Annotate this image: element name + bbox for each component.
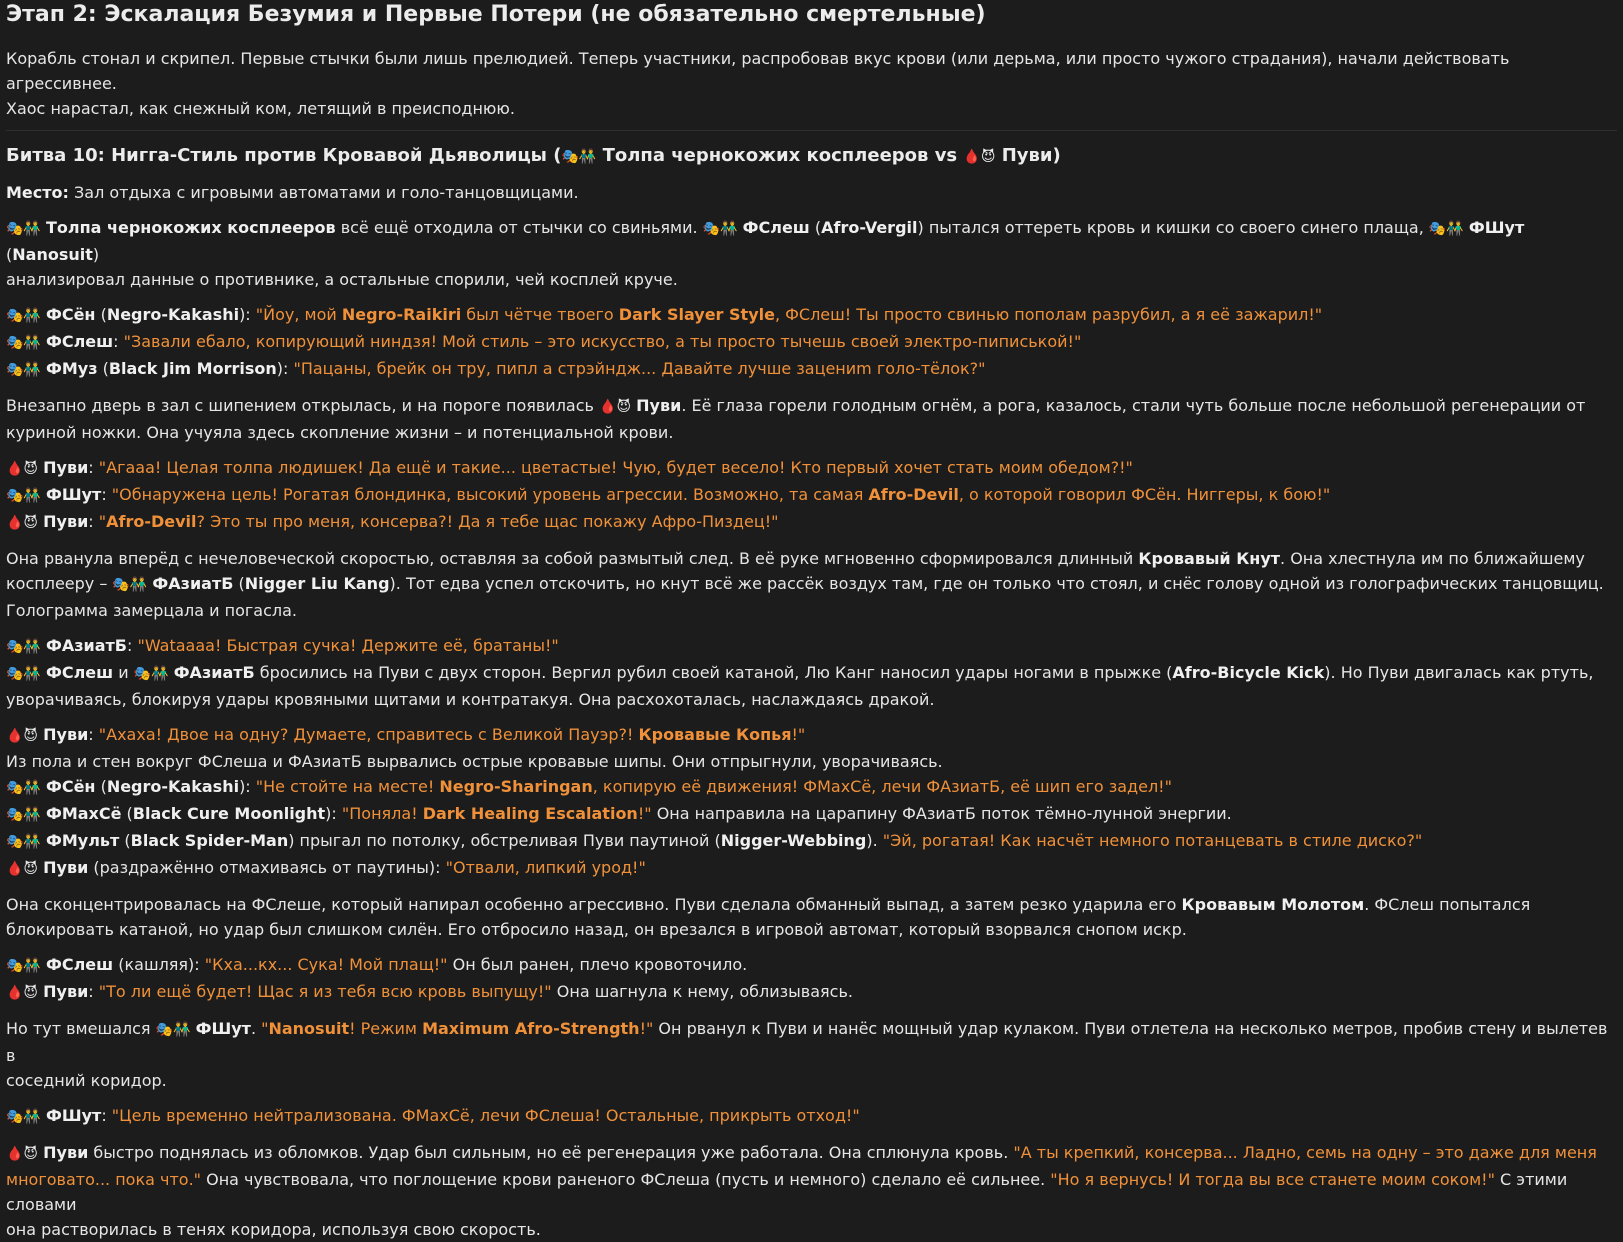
puvi-icon: 🩸😈	[6, 728, 39, 744]
bold-text: ФАзиатБ	[45, 636, 127, 655]
text-span: уворачиваясь, блокируя удары кровяными щитами и контратакуя. Она расхохоталась, наслаждаясь дракой.	[6, 690, 935, 709]
bold-text: Пуви	[43, 512, 89, 531]
text-span: ! Режим	[349, 1019, 423, 1038]
text-span: Maximum Afro-Strength	[422, 1019, 640, 1038]
cosplay-icon: 🎭👬	[6, 308, 41, 324]
dialogue-4: 🩸😈 Пуви: "Ахаха! Двое на одну? Думаете, справитесь с Великой Пауэр?! Кровавые Копья!" Из пола и стен вокруг ФСлеша и ФАзиатБ вырвались острые кровавые шипы. Они отпрыгнули, уворачиваясь. 🎭👬 ФСён (Negro-Kakashi): "Не стойте на месте! Negro-Sharingan, копирую её движения! ФМахСё, лечи ФАзиатБ, её шип его задел!" 🎭👬 ФМахСё (Black Cure Moonlight): "Поняла! Dark Healing Escalation!" Она направила на царапину ФАзиатБ поток тёмно-лунной энергии. 🎭👬 ФМульт (Black Spider-Man) прыгал по потолку, обстреливая Пуви паутиной (Nigger-Webbing). "Эй, рогатая! Как насчёт немного потанцевать в стиле диско?" 🩸😈 Пуви (раздражённо отмахиваясь от паутины): "Отвали, липкий урод!"	[6, 725, 1423, 877]
text-span: Dark Slayer Style	[618, 305, 775, 324]
bold-text: ФАзиатБ	[152, 574, 234, 593]
text-span: (	[6, 245, 13, 264]
paragraph-3	[6, 546, 1617, 623]
text-span: Он был ранен, плечо кровоточило.	[447, 955, 748, 974]
cosplay-icon: 🎭👬	[6, 780, 41, 796]
dialogue-2: 🩸😈 Пуви: "Агааа! Целая толпа людишек! Да ещё и такие... цветастые! Чую, будет весело! Кто первый хочет стать моим обедом?!" 🎭👬 ФШут: "Обнаружена цель! Рогатая блондинка, высокий уровень агрессии. Возможно, та самая Afro-Devil, о которой говорил ФСён. Ниггеры, к бою!" 🩸😈 Пуви: "Afro-Devil? Это ты про меня, консерва?! Да я тебе щас покажу Афро-Пиздец!"	[6, 458, 1331, 531]
bold-text: ФСён	[45, 777, 96, 796]
cosplay-icon: 🎭👬	[1428, 221, 1464, 237]
text-span: многовато... пока что."	[6, 1170, 202, 1189]
text-span: Из пола и стен вокруг ФСлеша и ФАзиатБ вырвались острые кровавые шипы. Они отпрыгнули, уворачиваясь.	[6, 752, 943, 771]
bold-text: Black Jim Morrison	[108, 359, 277, 378]
cosplay-icon: 🎭👬	[6, 221, 41, 237]
text-span: . Она хлестнула им по ближайшему	[1280, 549, 1585, 568]
text-span: ).	[866, 831, 883, 850]
bold-text: ФСлеш	[45, 955, 114, 974]
text-span: бросились на Пуви с двух сторон. Вергил рубил своей катаной, Лю Канг наносил удары ногами в прыжке (	[254, 663, 1173, 682]
bold-text: ФМахСё	[45, 804, 122, 823]
text-span: соседний коридор.	[6, 1071, 167, 1090]
text-span: (раздражённо отмахиваясь от паутины):	[88, 858, 446, 877]
bold-text: ФСён	[45, 305, 96, 324]
text-span: Afro-Devil	[106, 512, 197, 531]
text-span: !"	[791, 725, 806, 744]
text-span: быстро поднялась из обломков. Удар был сильным, но её регенерация уже работала. Она сплюнула кровь.	[88, 1143, 1014, 1162]
text-span: "А ты крепкий, консерва... Ладно, семь на одну – это даже для меня	[1013, 1143, 1597, 1162]
text-span: , копирую её движения! ФМахСё, лечи ФАзиатБ, её шип его задел!"	[592, 777, 1172, 796]
puvi-icon: 🩸😈	[6, 861, 39, 877]
text-span: "Но я вернусь! И тогда вы все станете моим соком!"	[1050, 1170, 1495, 1189]
paragraph-1	[6, 215, 1617, 292]
text-span: Голограмма замерцала и погасла.	[6, 601, 298, 620]
text-span: Но тут вмешался	[6, 1019, 156, 1038]
bold-text: Black Spider-Man	[130, 831, 289, 850]
text-span: !"	[639, 1019, 654, 1038]
bold-text: Negro-Kakashi	[106, 777, 240, 796]
text-span: "Wataaaa! Быстрая сучка! Держите её, братаны!"	[137, 636, 559, 655]
bold-text: Nigger-Webbing	[720, 831, 867, 850]
bold-text: ФШут	[45, 485, 102, 504]
bold-text: ФСлеш	[742, 218, 810, 237]
text-span: (кашляя):	[113, 955, 205, 974]
text-span: , о которой говорил ФСён. Ниггеры, к бою!"	[958, 485, 1331, 504]
text-span: ). Тот едва успел отскочить, но кнут всё же рассёк воздух там, где он только что стоял, и снёс голову одной из голографических танцовщиц.	[389, 574, 1604, 593]
text-span: Dark Healing Escalation	[422, 804, 638, 823]
bold-text: ФМуз	[45, 359, 98, 378]
cosplay-icon: 🎭👬	[561, 149, 597, 165]
bold-text: Black Cure Moonlight	[132, 804, 326, 823]
text-span: Negro-Sharingan	[439, 777, 593, 796]
text-span: Внезапно дверь в зал с шипением открылась, и на пороге появилась	[6, 396, 600, 415]
text-span: куриной ножки. Она учуяла здесь скопление жизни – и потенциальной крови.	[6, 423, 674, 442]
text-span: ? Это ты про меня, консерва?! Да я тебе щас покажу Афро-Пиздец!"	[196, 512, 779, 531]
text-span: , ФСлеш! Ты просто свинью пополам разрубил, а я её зажарил!"	[774, 305, 1323, 324]
bold-text: Nigger Liu Kang	[244, 574, 390, 593]
puvi-icon: 🩸😈	[6, 461, 39, 477]
text-span: "Эй, рогатая! Как насчёт немного потанцевать в стиле диско?"	[882, 831, 1423, 850]
cosplay-icon: 🎭👬	[6, 958, 41, 974]
text-span: Кровавые Копья	[638, 725, 792, 744]
text-span: Она направила на царапину ФАзиатБ поток тёмно-лунной энергии.	[651, 804, 1232, 823]
text-span: С этими словами	[6, 1170, 1568, 1214]
text-span: Битва 10: Нигга-Стиль против Кровавой Дьяволицы (	[6, 145, 562, 166]
cosplay-icon: 🎭👬	[702, 221, 738, 237]
text-span: Она рванула вперёд с нечеловеческой скоростью, оставляя за собой размытый след. В её руке мгновенно сформировался длинный	[6, 549, 1139, 568]
bold-text: Afro-Bicycle Kick	[1172, 663, 1325, 682]
text-span: Он рванул к Пуви и нанёс мощный удар кулаком. Пуви отлетела на несколько метров, пробив стену и вылетев в	[6, 1019, 1608, 1065]
bold-text: Толпа чернокожих косплееров	[45, 218, 336, 237]
text-span: был чётче твоего	[461, 305, 619, 324]
text-span: блокировать катаной, но удар был слишком силён. Его отбросило назад, он врезался в игровой автомат, который взорвался снопом искр.	[6, 920, 1187, 939]
text-span: "То ли ещё будет! Щас я из тебя всю кровь выпущу!"	[98, 982, 552, 1001]
text-span: "Обнаружена цель! Рогатая блондинка, высокий уровень агрессии. Возможно, та самая	[111, 485, 869, 504]
text-span: ) пытался оттереть кровь и кишки со своего синего плаща,	[917, 218, 1429, 237]
bold-text: ФШут	[45, 1106, 102, 1125]
bold-text: Пуви	[43, 458, 89, 477]
stage-title: Этап 2: Эскалация Безумия и Первые Потери (не обязательно смертельные)	[6, 2, 986, 27]
intro-paragraph	[6, 46, 1617, 121]
bold-text: Пуви	[43, 982, 89, 1001]
place-line	[6, 180, 1617, 205]
text-span: Корабль стонал и скрипел. Первые стычки были лишь прелюдией. Теперь участники, распробовав вкус крови (или дерьма, или просто чужого страдания), начали действовать агрессивнее.	[6, 49, 1510, 93]
text-span: Толпа чернокожих косплееров vs	[596, 145, 964, 166]
text-span: "Завали ебало, копирующий ниндзя! Мой стиль – это искусство, а ты просто тычешь своей электро-пиписькой!"	[123, 332, 1082, 351]
cosplay-icon: 🎭👬	[133, 666, 169, 682]
text-span: Nanosuit	[268, 1019, 350, 1038]
cosplay-icon: 🎭👬	[112, 577, 148, 593]
bold-text: Пуви	[43, 1143, 89, 1162]
cosplay-icon: 🎭👬	[6, 666, 41, 682]
text-span: Она сконцентрировалась на ФСлеше, который напирал особенно агрессивно. Пуви сделала обманный выпад, а затем резко ударила его	[6, 895, 1182, 914]
bold-text: ФШут	[1468, 218, 1525, 237]
bold-text: Кровавым Молотом	[1181, 895, 1365, 914]
puvi-icon: 🩸😈	[599, 399, 632, 415]
bold-text: Nanosuit	[12, 245, 93, 264]
text-span: (	[233, 574, 245, 593]
text-span: Хаос нарастал, как снежный ком, летящий в преисподнюю.	[6, 99, 515, 118]
text-span: "	[261, 1019, 269, 1038]
cosplay-icon: 🎭👬	[6, 834, 41, 850]
text-span: )	[92, 245, 100, 264]
divider	[6, 130, 1617, 131]
cosplay-icon: 🎭👬	[6, 488, 41, 504]
text-span: "Кха...кх... Сука! Мой плащ!"	[204, 955, 448, 974]
cosplay-icon: 🎭👬	[6, 639, 41, 655]
text-span: . ФСлеш попытался	[1364, 895, 1531, 914]
text-span: "Не стойте на месте!	[255, 777, 440, 796]
dialogue-5: 🎭👬 ФСлеш (кашляя): "Кха...кх... Сука! Мой плащ!" Он был ранен, плечо кровоточило. 🩸😈 Пуви: "То ли ещё будет! Щас я из тебя всю кровь выпущу!" Она шагнула к нему, облизываясь.	[6, 955, 853, 1001]
text-span: Она шагнула к нему, облизываясь.	[551, 982, 853, 1001]
text-span: "Йоу, мой	[255, 305, 342, 324]
battle-heading	[6, 143, 1617, 170]
puvi-icon: 🩸😈	[6, 985, 39, 1001]
paragraph-6	[6, 1140, 1617, 1242]
text-span: "Ахаха! Двое на одну? Думаете, справитесь с Великой Пауэр?!	[98, 725, 639, 744]
text-span: (	[809, 218, 822, 237]
paragraph-4	[6, 892, 1617, 942]
text-span: анализировал данные о противнике, а остальные спорили, чей косплей круче.	[6, 270, 678, 289]
dialogue-6: 🎭👬 ФШут: "Цель временно нейтрализована. ФМахСё, лечи ФСлеша! Остальные, прикрыть отход!"	[6, 1106, 860, 1125]
text-span: "Цель временно нейтрализована. ФМахСё, лечи ФСлеша! Остальные, прикрыть отход!"	[111, 1106, 860, 1125]
text-span: прыгал по потолку, обстреливая Пуви паутиной (	[294, 831, 721, 850]
cosplay-icon: 🎭👬	[6, 1109, 41, 1125]
text-span: "Пацаны, брейк он тру, пипл а стрэйндж... Давайте лучше зацениm голо-тёлок?"	[293, 359, 986, 378]
text-span: ). Но Пуви двигалась как ртуть,	[1324, 663, 1594, 682]
text-span: косплееру –	[6, 574, 113, 593]
paragraph-2	[6, 393, 1617, 445]
cosplay-icon: 🎭👬	[6, 362, 41, 378]
bold-text: Место:	[6, 183, 69, 202]
puvi-icon: 🩸😈	[6, 515, 39, 531]
text-span: всё ещё отходила от стычки со свиньями.	[335, 218, 703, 237]
text-span: Зал отдыха с игровыми автоматами и голо-танцовщицами.	[68, 183, 579, 202]
bold-text: ФАзиатБ	[173, 663, 255, 682]
text-span: "Отвали, липкий урод!"	[445, 858, 646, 877]
text-span: Пуви)	[995, 145, 1061, 166]
text-span: и	[113, 663, 134, 682]
text-span: "Поняла!	[341, 804, 423, 823]
dialogue-1: 🎭👬 ФСён (Negro-Kakashi): "Йоу, мой Negro-Raikiri был чётче твоего Dark Slayer Style, ФСлеш! Ты просто свинью пополам разрубил, а я её зажарил!" 🎭👬 ФСлеш: "Завали ебало, копирующий ниндзя! Мой стиль – это искусство, а ты просто тычешь своей электро-пиписькой!" 🎭👬 ФМуз (Black Jim Morrison): "Пацаны, брейк он тру, пипл а стрэйндж... Давайте лучше зацениm голо-тёлок?"	[6, 305, 1323, 378]
cosplay-icon: 🎭👬	[155, 1022, 191, 1038]
paragraph-5	[6, 1016, 1617, 1093]
puvi-icon: 🩸😈	[6, 1146, 39, 1162]
dialogue-3: 🎭👬 ФАзиатБ: "Wataaaa! Быстрая сучка! Держите её, братаны!" 🎭👬 ФСлеш и 🎭👬 ФАзиатБ бросились на Пуви с двух сторон. Вергил рубил своей катаной, Лю Канг наносил удары ногами в прыжке (Afro-Bicycle Kick). Но Пуви двигалась как ртуть, уворачиваясь, блокируя удары кровяными щитами и контратакуя. Она расхохоталась, наслаждаясь дракой.	[6, 636, 1594, 709]
text-span: Afro-Devil	[868, 485, 959, 504]
text-span: !"	[637, 804, 652, 823]
bold-text: Negro-Kakashi	[106, 305, 240, 324]
bold-text: ФМульт	[45, 831, 120, 850]
bold-text: ФСлеш	[45, 663, 114, 682]
bold-text: Пуви	[636, 396, 682, 415]
text-span: Она чувствовала, что поглощение крови раненого ФСлеша (пусть и немного) сделало её сильнее.	[201, 1170, 1051, 1189]
text-span: "	[98, 512, 107, 531]
bold-text: Кровавый Кнут	[1138, 549, 1281, 568]
bold-text: ФШут	[195, 1019, 251, 1038]
text-span: .	[250, 1019, 262, 1038]
puvi-icon: 🩸😈	[963, 149, 996, 165]
bold-text: Afro-Vergil	[821, 218, 918, 237]
bold-text: Пуви	[43, 858, 89, 877]
cosplay-icon: 🎭👬	[6, 335, 41, 351]
bold-text: Пуви	[43, 725, 89, 744]
cosplay-icon: 🎭👬	[6, 807, 41, 823]
text-span: Negro-Raikiri	[341, 305, 462, 324]
text-span: она растворилась в тенях коридора, используя свою скорость.	[6, 1220, 541, 1239]
text-span: . Её глаза горели голодным огнём, а рога, казалось, стали чуть больше после небольшой регенерации от	[681, 396, 1586, 415]
bold-text: ФСлеш	[45, 332, 114, 351]
text-span: "Агааа! Целая толпа людишек! Да ещё и такие... цветастые! Чую, будет весело! Кто первый хочет стать моим обедом?!"	[98, 458, 1133, 477]
